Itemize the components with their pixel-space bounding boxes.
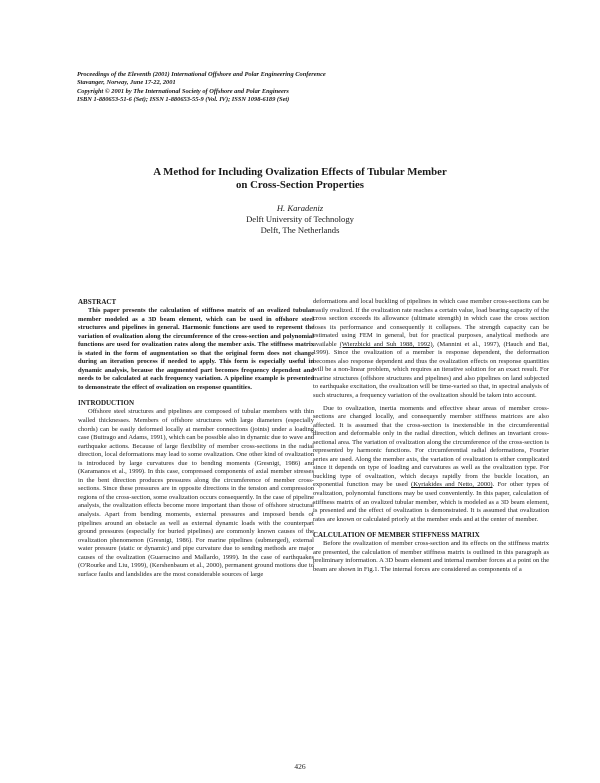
abstract-text: This paper presents the calculation of stiffness matrix of an ovalized tubular member modeled as a 3D beam element, which can be used in offshore steel structures and pipelines in general. Harmonic functions are used to represent the variation of ovalization along the circumference of the cross-section and polynomial functions are used for ovalization rates along the member axis. The stiffness matrix is stated in the form of augmentation so that the original form does not change during an iteration process if needed to apply. This form is especially useful in dynamic analysis, because the augmented part becomes frequency dependent and needs to be calculated at each frequency variation. A pipeline example is presented to demonstrate the effect of ovalization on response quantities. (78, 307, 314, 391)
header-line: Copyright © 2001 by The International Society of Offshore and Polar Engineers (77, 87, 289, 95)
header-line: Proceedings of the Eleventh (2001) International Offshore and Polar Engineering Conference (77, 71, 326, 78)
paragraph-text: deformations and local buckling of pipelines in which case member cross-sections can be easily ovalized. If the ovalization rate reaches a certain value, load bearing capacity of the cross section exceeds its allowance (ultimate strength) in which case the cross section loses its performance and consequently it collapses. The strength capacity can be estimated using FEM in general, but for practical purposes, analytical methods are available (313, 298, 549, 348)
paragraph-text: Due to ovalization, inertia moments and effective shear areas of member cross-sections are changed locally, and consequently member stiffness matrices are also affected. It is assumed that the cross-section is inextensible in the circumferential direction and deformable only in the radial direction, which defines an invariant cross-sectional area. The variation of ovalization along the circumference of the cross-section is represented by harmonic functions. For circumferential radial deformations, Fourier series are used. Along the member axis, the variation of ovalization is either complicated since it depends on type of loading and curvatures as well as the ovalization type. For buckling type of ovalization, which decays rapidly from the buckle location, an exponential function may be used (313, 404, 549, 489)
proceedings-header (77, 71, 527, 105)
author-name: H. Karadeniz (276, 203, 324, 213)
introduction-paragraph: Offshore steel structures and pipelines are composed of tubular members with thin walled thicknesses. Members of offshore structures with large diameters (especially chords) can be easily deformed locally at member connections (joints) under a loading case (Buitrago and Adams, 1991), which can be possible also in dynamic due to wave and earthquake actions. Because of large flexibility of member cross-sections in the radial direction, local deformations may lead to some ovalization. One other kind of ovalization is introduced by large curvatures due to bending moments (Gresnigt, 1986) and (Karamanos et al., 1999). In this case, compressed components of axial member stresses in the bent direction produces pressures along the circumference of member cross-sections. Since these pressures are in opposite directions in the tension and compression regions of the cross-section, some ovalization occurs consequently. In the case of pipeline analysis, the ovalization effects become more important than those of offshore structural analysis. Apart from bending moments, external pressures and imposed bends of pipelines around an obstacle as well as external dynamic loads with the counterpart ground pressures (especially for buried pipelines) are commonly known causes of the ovalization phenomenon (Gresnigt, 1986). For marine pipelines (submerged), external water pressure (static or dynamic) and pipe curvature due to sending methods are major causes of the ovalization (Guarracino and Mallardo, 1999). In the case of earthquakes (O'Rourke and Liu, 1999), (Kershenbaum et al., 2000), permanent ground motions due to surface faults and landslides are the most considerable sources of large (78, 408, 314, 578)
paragraph-text: . For other types of ovalization, polynomial functions may be used conveniently. In this paper, calculation of stiffness matrix of an ovalized tubular member, which is modeled as a 3D beam element, is presented and the effect of ovalization is demonstrated. It is assumed that ovalization rates are known or calculated priorly at the member ends and at the center of member. (313, 481, 549, 523)
body-paragraph: Before the ovalization of member cross-section and its effects on the stiffness matrix are presented, the calculation of member stiffness matrix is outlined in this paragraph as preliminary information. A 3D beam element and internal member forces at a point on the beam are shown in Fig.1. The internal forces are considered as components of a (313, 540, 549, 573)
page-number: 426 (294, 762, 306, 771)
abstract-heading: ABSTRACT (78, 298, 117, 306)
author-affiliation: Delft University of Technology (246, 214, 354, 225)
paragraph-text: , (Mannini et al., 1997), (Hauch and Bai, 1999). Since the ovalization of a member is response dependent, the deformation becomes also response dependent and thus the ovalization effects on response quantities will be a non-linear problem, which requires an iterative solution for an exact result. For marine structures (offshore structures and pipelines) and also pipelines on land subjected to earthquake excitation, the ovalization will be time-varied so that, in spectral analysis of such structures, a frequency variation of the ovalization should be taken into account. (313, 340, 549, 400)
author-block (150, 203, 450, 237)
header-line: ISBN 1-880653-51-6 (Set); ISSN 1-880653-55-9 (Vol. IV); ISSN 1098-6189 (Set) (77, 96, 290, 104)
section-heading: CALCULATION OF MEMBER STIFFNESS MATRIX (313, 531, 480, 540)
title-line: on Cross-Section Properties (236, 179, 364, 191)
title-line: A Method for Including Ovalization Effects of Tubular Member (153, 166, 447, 178)
header-line: Stavanger, Norway, June 17-22, 2001 (77, 79, 176, 87)
body-paragraph (313, 405, 549, 525)
citation-link[interactable]: (Wierzbicki and Suh 1988, 1992) (339, 340, 433, 348)
left-column (78, 298, 314, 579)
author-location: Delft, The Netherlands (260, 225, 340, 236)
paper-title (100, 166, 500, 192)
right-column (313, 298, 549, 574)
body-paragraph (313, 298, 549, 401)
citation-link[interactable]: (Kyriakides and Netto, 2000) (411, 481, 493, 489)
introduction-heading: INTRODUCTION (78, 399, 135, 408)
